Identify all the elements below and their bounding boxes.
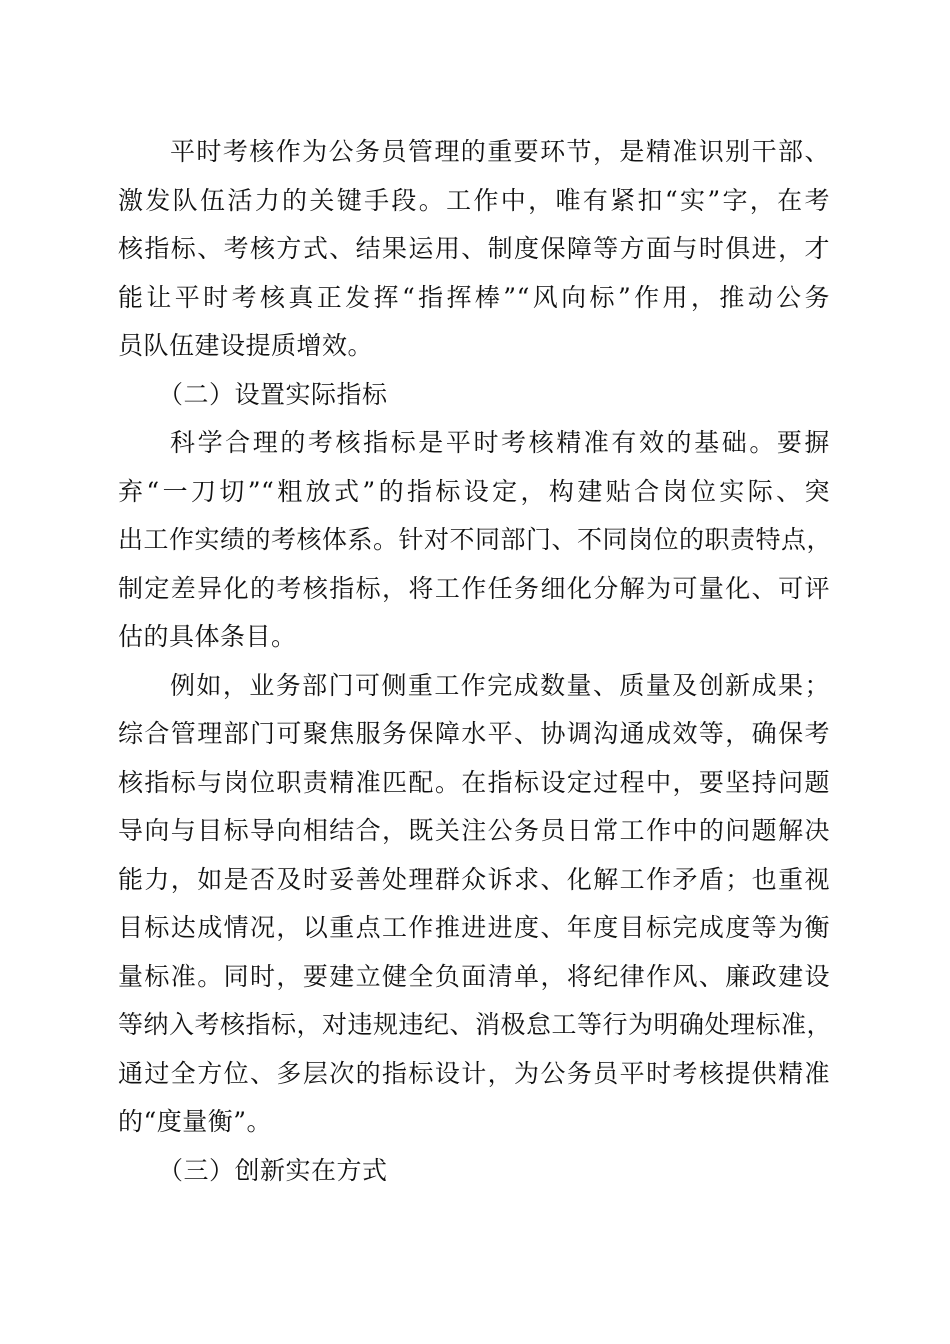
paragraph-line: 综合管理部门可聚焦服务保障水平、协调沟通成效等，确保考 bbox=[118, 719, 830, 748]
paragraph-line: 员队伍建设提质增效。 bbox=[118, 331, 374, 360]
paragraph-line: 导向与目标导向相结合，既关注公务员日常工作中的问题解决 bbox=[118, 816, 830, 845]
paragraph-line: 弃“一刀切”“粗放式”的指标设定，构建贴合岗位实际、突 bbox=[118, 476, 830, 506]
paragraph-line: 通过全方位、多层次的指标设计，为公务员平时考核提供精准 bbox=[118, 1058, 830, 1088]
paragraph-line: 制定差异化的考核指标，将工作任务细化分解为可量化、可评 bbox=[118, 573, 830, 603]
paragraph-line: 核指标与岗位职责精准匹配。在指标设定过程中，要坚持问题 bbox=[118, 767, 830, 797]
document-body bbox=[118, 128, 833, 1195]
paragraph-line: 的“度量衡”。 bbox=[118, 1107, 273, 1136]
paragraph-line: 目标达成情况，以重点工作推进进度、年度目标完成度等为衡 bbox=[118, 913, 830, 942]
section-heading-3: （三）创新实在方式 bbox=[158, 1155, 388, 1185]
paragraph-line: 量标准。同时，要建立健全负面清单，将纪律作风、廉政建设 bbox=[118, 961, 830, 991]
paragraph-line: 核指标、考核方式、结果运用、制度保障等方面与时俱进，才 bbox=[118, 234, 830, 263]
paragraph-indicators bbox=[118, 419, 833, 662]
paragraph-line: 等纳入考核指标，对违规违纪、消极怠工等行为明确处理标准， bbox=[118, 1010, 833, 1039]
paragraph-line: 能让平时考核真正发挥“指挥棒”“风向标”作用，推动公务 bbox=[118, 282, 830, 312]
paragraph-line: 估的具体条目。 bbox=[118, 622, 297, 651]
paragraph-line: 激发队伍活力的关键手段。工作中，唯有紧扣“实”字，在考 bbox=[118, 185, 830, 215]
paragraph-examples bbox=[118, 662, 833, 1147]
section-heading-2: （二）设置实际指标 bbox=[158, 379, 388, 409]
paragraph-line: 平时考核作为公务员管理的重要环节，是精准识别干部、 bbox=[170, 137, 830, 166]
paragraph-line: 例如，业务部门可侧重工作完成数量、质量及创新成果； bbox=[170, 670, 830, 700]
paragraph-intro bbox=[118, 128, 830, 371]
paragraph-line: 能力，如是否及时妥善处理群众诉求、化解工作矛盾；也重视 bbox=[118, 864, 830, 894]
paragraph-line: 出工作实绩的考核体系。针对不同部门、不同岗位的职责特点， bbox=[118, 525, 833, 554]
paragraph-line: 科学合理的考核指标是平时考核精准有效的基础。要摒 bbox=[170, 428, 830, 457]
